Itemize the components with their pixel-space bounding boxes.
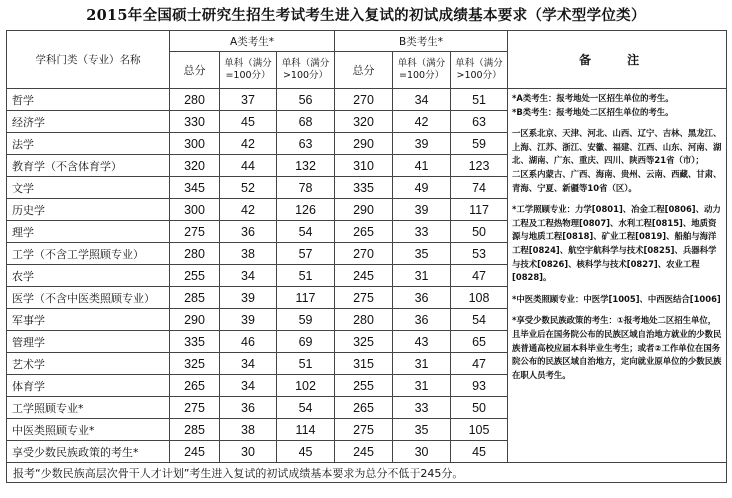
score-cell-b-single-gt100: 54 — [451, 309, 508, 331]
score-cell-a-single-gt100: 45 — [277, 441, 335, 463]
note-paragraph: *A类考生：报考地处一区招生单位的考生。 — [512, 93, 674, 103]
score-cell-b-single100: 41 — [393, 155, 451, 177]
score-cell-a-total: 285 — [170, 287, 220, 309]
score-cell-b-total: 245 — [335, 441, 393, 463]
score-cell-a-total: 280 — [170, 243, 220, 265]
score-cell-b-single100: 34 — [393, 89, 451, 111]
score-cell-b-single-gt100: 65 — [451, 331, 508, 353]
score-cell-b-total: 320 — [335, 111, 393, 133]
b-total-header: 总分 — [335, 52, 393, 89]
score-cell-a-single-gt100: 132 — [277, 155, 335, 177]
score-cell-b-single100: 31 — [393, 375, 451, 397]
score-cell-a-total: 345 — [170, 177, 220, 199]
score-cell-b-single100: 42 — [393, 111, 451, 133]
score-cell-a-single-gt100: 78 — [277, 177, 335, 199]
notes-cell — [508, 89, 727, 463]
score-cell-a-total: 285 — [170, 419, 220, 441]
score-cell-a-single-gt100: 102 — [277, 375, 335, 397]
subject-cell: 艺术学 — [7, 353, 170, 375]
score-cell-a-single100: 38 — [220, 243, 277, 265]
score-cell-b-single100: 39 — [393, 133, 451, 155]
score-cell-b-single100: 43 — [393, 331, 451, 353]
note-paragraph: *B类考生：报考地处二区招生单位的考生。 — [512, 106, 674, 117]
subject-cell: 历史学 — [7, 199, 170, 221]
score-cell-a-single100: 45 — [220, 111, 277, 133]
subject-cell: 中医类照顾专业* — [7, 419, 170, 441]
score-cell-a-total: 325 — [170, 353, 220, 375]
score-cell-a-single100: 46 — [220, 331, 277, 353]
score-cell-a-single100: 39 — [220, 309, 277, 331]
score-cell-b-single-gt100: 105 — [451, 419, 508, 441]
group-b-header: B类考生* — [335, 31, 508, 52]
score-cell-a-total: 275 — [170, 397, 220, 419]
subject-cell: 法学 — [7, 133, 170, 155]
score-cell-b-single100: 36 — [393, 309, 451, 331]
score-cell-a-single100: 42 — [220, 199, 277, 221]
b-single-gt100-header: 单科（满分>100分） — [451, 52, 508, 89]
score-cell-b-single100: 35 — [393, 243, 451, 265]
score-cell-b-total: 280 — [335, 309, 393, 331]
score-cell-a-single-gt100: 68 — [277, 111, 335, 133]
score-cell-b-single-gt100: 59 — [451, 133, 508, 155]
score-cell-a-single100: 36 — [220, 397, 277, 419]
subject-cell: 理学 — [7, 221, 170, 243]
score-table — [6, 30, 727, 483]
score-cell-b-single-gt100: 45 — [451, 441, 508, 463]
score-cell-b-single100: 36 — [393, 287, 451, 309]
note-paragraph: *享受少数民族政策的考生：①报考地处二区招生单位，且毕业后在国务院公布的民族区域自治地方就业的少数民族普通高校应届本科毕业生考生；或者②工作单位在国务院公布的民族区域自治地方，定向就业原单位的少数民族在职人员考生。 — [512, 315, 722, 380]
score-cell-a-single-gt100: 114 — [277, 419, 335, 441]
score-cell-a-total: 320 — [170, 155, 220, 177]
score-cell-a-single-gt100: 69 — [277, 331, 335, 353]
note-paragraph — [512, 119, 724, 127]
subject-cell: 教育学（不含体育学） — [7, 155, 170, 177]
score-cell-a-total: 245 — [170, 441, 220, 463]
note-paragraph: 二区系内蒙古、广西、海南、贵州、云南、西藏、甘肃、青海、宁夏、新疆等10省（区）。 — [512, 168, 722, 193]
score-cell-a-single100: 52 — [220, 177, 277, 199]
score-cell-b-total: 270 — [335, 243, 393, 265]
score-cell-a-single100: 38 — [220, 419, 277, 441]
score-cell-a-total: 265 — [170, 375, 220, 397]
note-paragraph: *中医类照顾专业：中医学[1005]、中西医结合[1006] — [512, 293, 721, 304]
score-cell-b-single-gt100: 123 — [451, 155, 508, 177]
score-cell-a-single100: 44 — [220, 155, 277, 177]
footnote-row — [7, 463, 727, 483]
score-cell-b-single100: 33 — [393, 221, 451, 243]
score-cell-b-single100: 33 — [393, 397, 451, 419]
score-cell-b-single-gt100: 50 — [451, 397, 508, 419]
score-cell-a-total: 290 — [170, 309, 220, 331]
score-cell-a-single-gt100: 56 — [277, 89, 335, 111]
score-cell-a-single-gt100: 63 — [277, 133, 335, 155]
score-cell-a-single100: 30 — [220, 441, 277, 463]
subject-cell: 哲学 — [7, 89, 170, 111]
score-cell-a-single-gt100: 126 — [277, 199, 335, 221]
score-cell-a-single-gt100: 54 — [277, 397, 335, 419]
score-cell-b-total: 290 — [335, 199, 393, 221]
subject-cell: 工学照顾专业* — [7, 397, 170, 419]
score-cell-b-single100: 35 — [393, 419, 451, 441]
score-cell-a-single100: 37 — [220, 89, 277, 111]
note-paragraph — [512, 195, 724, 203]
score-cell-b-single-gt100: 74 — [451, 177, 508, 199]
score-cell-a-total: 330 — [170, 111, 220, 133]
note-paragraph — [512, 306, 724, 314]
score-cell-b-total: 275 — [335, 419, 393, 441]
score-cell-b-total: 325 — [335, 331, 393, 353]
b-single100-header: 单科（满分=100分） — [393, 52, 451, 89]
score-cell-a-single100: 42 — [220, 133, 277, 155]
score-cell-b-total: 275 — [335, 287, 393, 309]
group-a-header: A类考生* — [170, 31, 335, 52]
score-cell-b-total: 255 — [335, 375, 393, 397]
score-cell-a-total: 335 — [170, 331, 220, 353]
subject-cell: 享受少数民族政策的考生* — [7, 441, 170, 463]
notes-header: 备 注 — [508, 31, 727, 89]
score-cell-b-single-gt100: 51 — [451, 89, 508, 111]
score-cell-a-single-gt100: 51 — [277, 353, 335, 375]
a-total-header: 总分 — [170, 52, 220, 89]
score-cell-a-total: 255 — [170, 265, 220, 287]
subject-cell: 农学 — [7, 265, 170, 287]
subject-cell: 工学（不含工学照顾专业） — [7, 243, 170, 265]
score-cell-a-single-gt100: 51 — [277, 265, 335, 287]
score-cell-b-total: 310 — [335, 155, 393, 177]
footnote: 报考“少数民族高层次骨干人才计划”考生进入复试的初试成绩基本要求为总分不低于245分。 — [7, 463, 727, 483]
score-cell-b-single-gt100: 117 — [451, 199, 508, 221]
score-cell-b-single100: 31 — [393, 265, 451, 287]
subject-cell: 管理学 — [7, 331, 170, 353]
subject-cell: 文学 — [7, 177, 170, 199]
score-cell-b-total: 270 — [335, 89, 393, 111]
score-cell-b-single-gt100: 50 — [451, 221, 508, 243]
subject-cell: 体育学 — [7, 375, 170, 397]
score-cell-a-single100: 34 — [220, 353, 277, 375]
score-cell-b-total: 245 — [335, 265, 393, 287]
score-cell-a-single100: 34 — [220, 375, 277, 397]
subject-cell: 经济学 — [7, 111, 170, 133]
subject-header: 学科门类（专业）名称 — [7, 31, 170, 89]
score-cell-b-single-gt100: 108 — [451, 287, 508, 309]
score-cell-a-single-gt100: 59 — [277, 309, 335, 331]
page-title: 2015年全国硕士研究生招生考试考生进入复试的初试成绩基本要求（学术型学位类） — [86, 7, 646, 24]
score-cell-b-single100: 39 — [393, 199, 451, 221]
score-cell-a-single-gt100: 117 — [277, 287, 335, 309]
score-cell-a-total: 300 — [170, 199, 220, 221]
score-cell-b-single-gt100: 63 — [451, 111, 508, 133]
note-paragraph — [512, 285, 724, 293]
score-cell-b-single100: 31 — [393, 353, 451, 375]
subject-cell: 军事学 — [7, 309, 170, 331]
score-cell-a-single100: 36 — [220, 221, 277, 243]
a-single100-header: 单科（满分=100分） — [220, 52, 277, 89]
score-cell-a-single100: 34 — [220, 265, 277, 287]
score-cell-a-total: 280 — [170, 89, 220, 111]
score-cell-b-total: 265 — [335, 221, 393, 243]
score-cell-a-total: 275 — [170, 221, 220, 243]
score-cell-b-single-gt100: 93 — [451, 375, 508, 397]
score-cell-b-total: 335 — [335, 177, 393, 199]
score-cell-b-total: 265 — [335, 397, 393, 419]
score-cell-b-total: 290 — [335, 133, 393, 155]
a-single-gt100-header: 单科（满分>100分） — [277, 52, 335, 89]
score-cell-a-total: 300 — [170, 133, 220, 155]
subject-cell: 医学（不含中医类照顾专业） — [7, 287, 170, 309]
score-cell-b-single100: 30 — [393, 441, 451, 463]
note-paragraph: *工学照顾专业：力学[0801]、冶金工程[0806]、动力工程及工程热物理[0807]、水利工程[0815]、地质资源与地质工程[0818]、矿业工程[0819]、船舶与海洋工程[0824]、航空宇航科学与技术[0825]、兵器科学与技术[0826]、核科学与技术[0827]、农业工程[0828]。 — [512, 204, 721, 283]
score-cell-b-total: 315 — [335, 353, 393, 375]
table-row — [7, 89, 727, 111]
score-cell-b-single-gt100: 47 — [451, 265, 508, 287]
score-cell-a-single-gt100: 57 — [277, 243, 335, 265]
score-cell-b-single-gt100: 53 — [451, 243, 508, 265]
score-cell-b-single100: 49 — [393, 177, 451, 199]
score-cell-a-single100: 39 — [220, 287, 277, 309]
score-cell-a-single-gt100: 54 — [277, 221, 335, 243]
score-cell-b-single-gt100: 47 — [451, 353, 508, 375]
note-paragraph: 一区系北京、天津、河北、山西、辽宁、吉林、黑龙江、上海、江苏、浙江、安徽、福建、江西、山东、河南、湖北、湖南、广东、重庆、四川、陕西等21省（市）； — [512, 128, 722, 166]
